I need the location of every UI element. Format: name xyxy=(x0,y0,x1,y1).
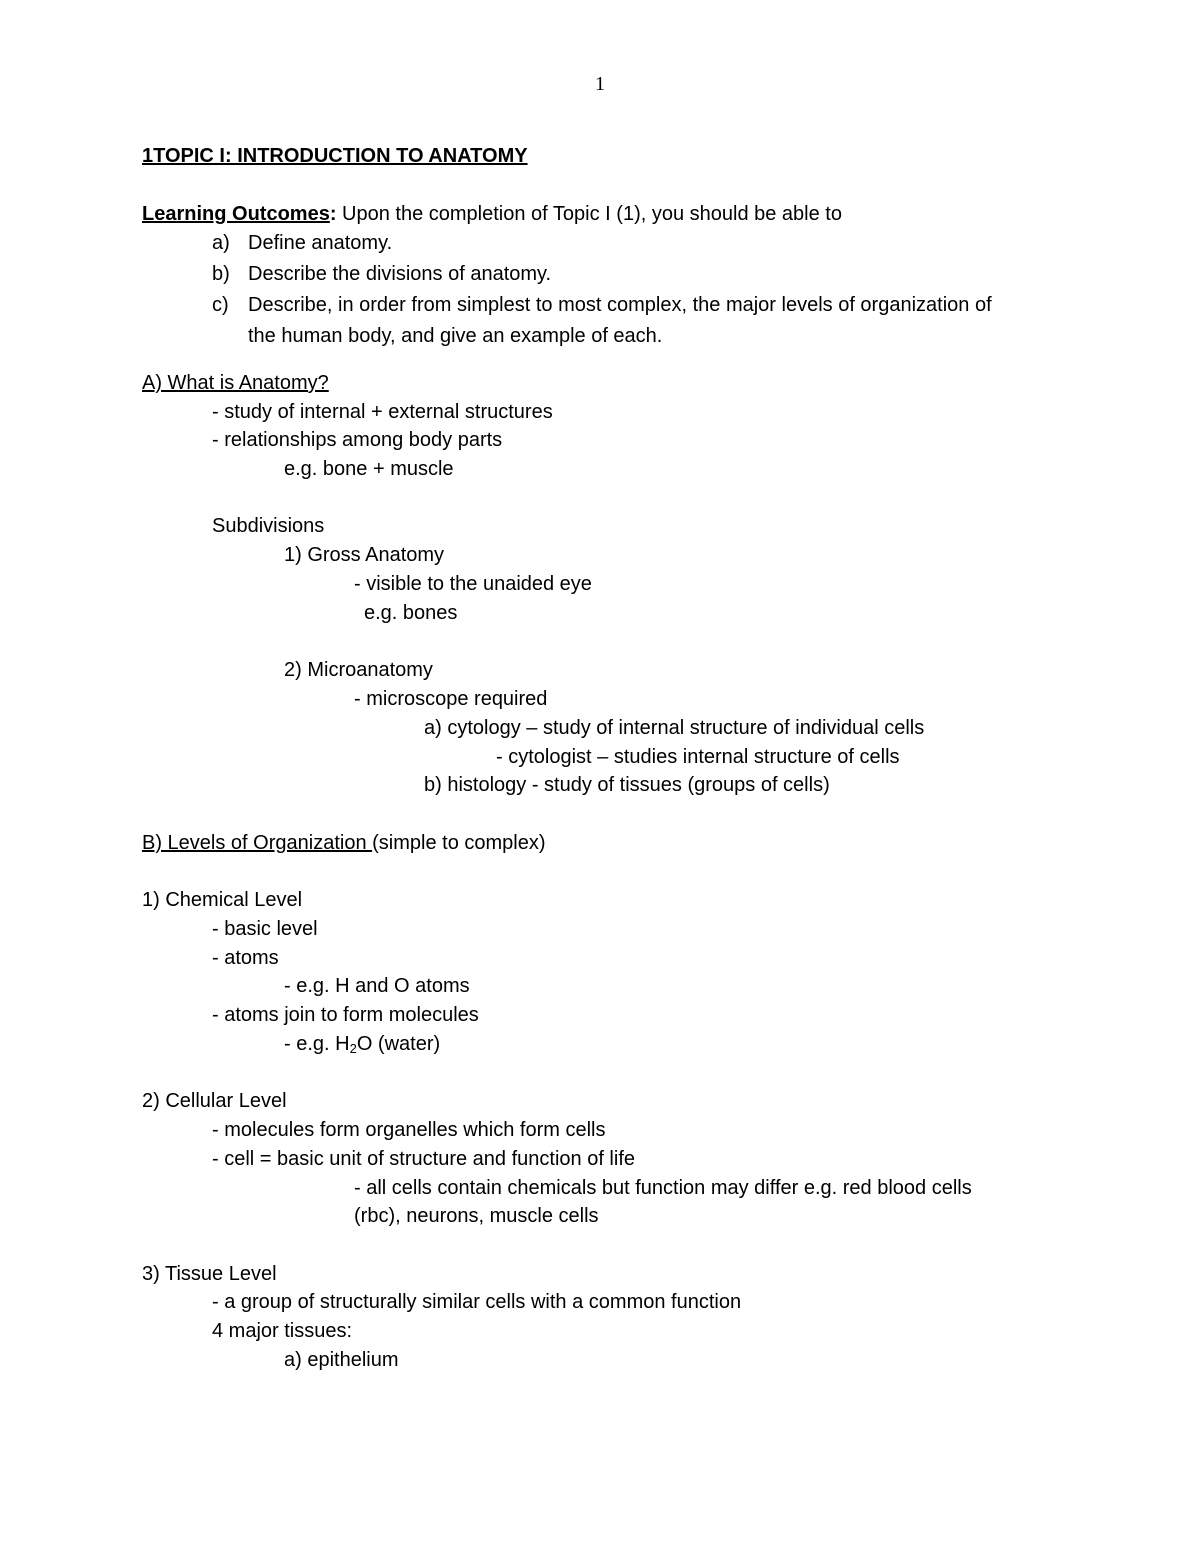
outcome-text-c-continued: the human body, and give an example of each. xyxy=(248,325,663,347)
outcome-text-a: Define anatomy. xyxy=(248,232,393,254)
cellular-level-heading: 2) Cellular Level xyxy=(142,1090,287,1112)
chemical-level-line: - basic level xyxy=(212,918,318,940)
section-b-heading-suffix: (simple to complex) xyxy=(372,832,546,854)
section-b-heading xyxy=(142,831,546,855)
outcome-marker-a: a) xyxy=(212,232,230,254)
learning-outcomes-intro xyxy=(142,202,842,226)
microanatomy-line: - microscope required xyxy=(354,688,548,710)
gross-anatomy-heading: 1) Gross Anatomy xyxy=(284,544,445,566)
outcome-text-b: Describe the divisions of anatomy. xyxy=(248,263,552,285)
tissue-level-line: 4 major tissues: xyxy=(212,1320,353,1342)
tissue-type-item: a) epithelium xyxy=(284,1349,399,1371)
outcome-text-c: Describe, in order from simplest to most complex, the major levels of organization of xyxy=(248,294,992,316)
water-suffix: O (water) xyxy=(356,1033,441,1055)
cellular-level-detail: - all cells contain chemicals but function may differ e.g. red blood cells xyxy=(354,1177,972,1199)
page-title: 1TOPIC I: INTRODUCTION TO ANATOMY xyxy=(142,145,528,167)
chemical-level-example: - e.g. H and O atoms xyxy=(284,975,470,997)
section-a-example: e.g. bone + muscle xyxy=(284,458,454,480)
outcome-marker-b: b) xyxy=(212,263,230,285)
chemical-level-line: - atoms xyxy=(212,947,279,969)
histology-line: b) histology - study of tissues (groups of cells) xyxy=(424,774,830,796)
learning-outcomes-colon: : xyxy=(329,203,337,225)
subdivisions-label: Subdivisions xyxy=(212,515,325,537)
learning-outcomes-text: Upon the completion of Topic I (1), you should be able to xyxy=(336,203,842,225)
learning-outcomes-label: Learning Outcomes xyxy=(142,203,330,225)
water-prefix: - e.g. H xyxy=(284,1033,350,1055)
outcome-marker-c: c) xyxy=(212,294,229,316)
section-a-heading: A) What is Anatomy? xyxy=(142,372,329,394)
microanatomy-heading: 2) Microanatomy xyxy=(284,659,433,681)
section-a-line: - relationships among body parts xyxy=(212,429,503,451)
cytologist-line: - cytologist – studies internal structure of cells xyxy=(496,746,900,768)
tissue-level-line: - a group of structurally similar cells with a common function xyxy=(212,1291,742,1313)
chemical-level-line: - atoms join to form molecules xyxy=(212,1004,479,1026)
page-number: 1 xyxy=(595,73,605,95)
water-example xyxy=(284,1032,440,1056)
chemical-level-heading: 1) Chemical Level xyxy=(142,889,303,911)
section-b-heading-text: B) Levels of Organization xyxy=(142,832,373,854)
section-a-line: - study of internal + external structures xyxy=(212,401,553,423)
cellular-level-line: - molecules form organelles which form cells xyxy=(212,1119,606,1141)
cytology-line: a) cytology – study of internal structure of individual cells xyxy=(424,717,925,739)
gross-anatomy-example: e.g. bones xyxy=(364,602,458,624)
tissue-level-heading: 3) Tissue Level xyxy=(142,1263,277,1285)
cellular-level-line: - cell = basic unit of structure and function of life xyxy=(212,1148,635,1170)
cellular-level-detail: (rbc), neurons, muscle cells xyxy=(354,1205,599,1227)
gross-anatomy-line: - visible to the unaided eye xyxy=(354,573,592,595)
water-subscript: 2 xyxy=(349,1041,357,1056)
